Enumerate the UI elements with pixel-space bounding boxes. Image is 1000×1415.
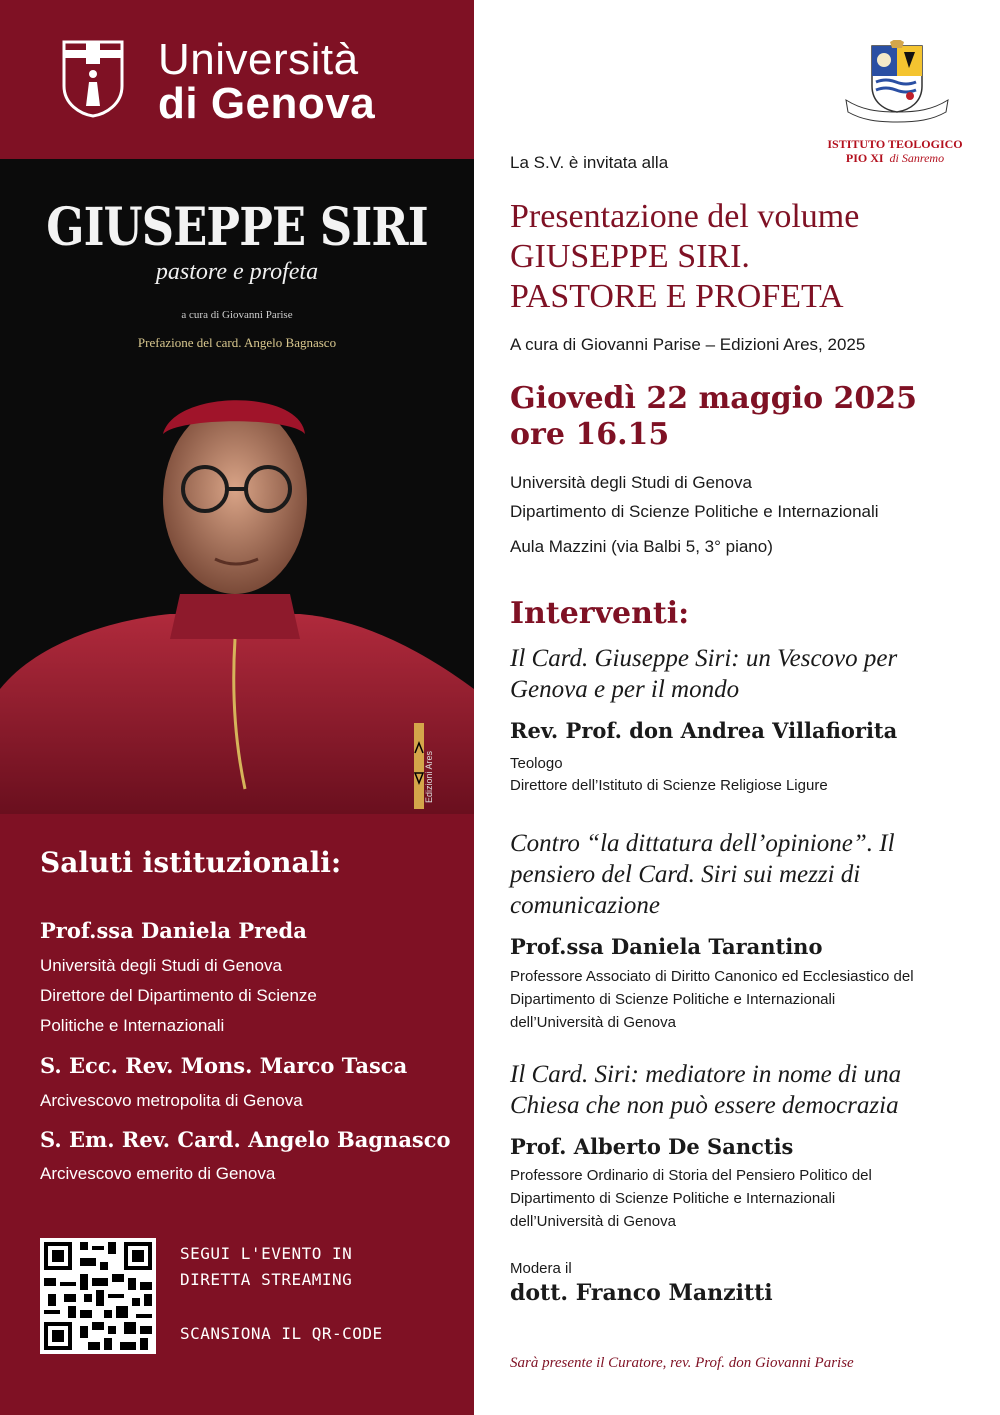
- publisher-mark-text: Edizioni Ares: [424, 750, 434, 803]
- streaming-line: SEGUI L'EVENTO IN: [180, 1244, 353, 1263]
- interventi-heading: Interventi:: [510, 596, 690, 631]
- institute-city: di Sanremo: [889, 151, 945, 165]
- curator-note: Sarà presente il Curatore, rev. Prof. don Giovanni Parise: [510, 1355, 854, 1371]
- moderator-label: Modera il: [510, 1260, 572, 1277]
- talk-speaker: Prof. Alberto De Sanctis: [510, 1134, 794, 1159]
- saluti-heading: Saluti istituzionali:: [40, 846, 342, 879]
- saluti-person-role: Direttore del Dipartimento di Scienze: [40, 986, 317, 1005]
- saluti-person-name: Prof.ssa Daniela Preda: [40, 918, 307, 943]
- moderator-name: dott. Franco Manzitti: [510, 1280, 773, 1306]
- venue-line: Aula Mazzini (via Balbi 5, 3° piano): [510, 537, 773, 556]
- saluti-person-role: Università degli Studi di Genova: [40, 956, 282, 975]
- institute-name: [820, 137, 970, 165]
- cover-preface: Prefazione del card. Angelo Bagnasco: [137, 335, 337, 350]
- invitation-text: La S.V. è invitata alla: [510, 153, 669, 172]
- event-time: ore 16.15: [510, 417, 670, 452]
- talk-speaker: Rev. Prof. don Andrea Villafiorita: [510, 718, 898, 743]
- talk-topic: Contro “la dittatura dell’opinione”. Il pensiero del Card. Siri sui mezzi di comunicazione: [510, 830, 895, 919]
- streaming-line: DIRETTA STREAMING: [180, 1270, 353, 1289]
- talk-speaker-role: Professore Ordinario di Storia del Pensiero Politico del Dipartimento di Scienze Politiche e Internazionali dell’Università di Genova: [510, 1167, 872, 1230]
- saluti-person-name: S. Ecc. Rev. Mons. Marco Tasca: [40, 1053, 408, 1078]
- presentation-line: GIUSEPPE SIRI.: [510, 238, 750, 275]
- university-name: [158, 35, 376, 128]
- university-shield-icon: [62, 40, 124, 118]
- streaming-scan-line: SCANSIONA IL QR-CODE: [180, 1324, 383, 1343]
- cover-subtitle: pastore e profeta: [155, 259, 319, 285]
- presentation-title: [510, 197, 859, 317]
- saluti-person-name: S. Em. Rev. Card. Angelo Bagnasco: [40, 1127, 451, 1152]
- institute-crest-icon: [842, 40, 952, 136]
- institute-name-line2: [820, 151, 970, 165]
- presentation-line: Presentazione del volume: [510, 198, 860, 235]
- saluti-person-role: Politiche e Internazionali: [40, 1016, 225, 1035]
- venue-line: Università degli Studi di Genova: [510, 473, 752, 492]
- event-day: Giovedì 22 maggio 2025: [510, 381, 918, 416]
- talk-topic: Il Card. Siri: mediatore in nome di una Chiesa che non può essere democrazia: [510, 1061, 902, 1119]
- saluti-person-role: Arcivescovo emerito di Genova: [40, 1164, 276, 1183]
- presentation-line: PASTORE E PROFETA: [510, 278, 844, 315]
- cover-editor: a cura di Giovanni Parise: [181, 309, 293, 321]
- university-name-line1: Università: [158, 35, 359, 84]
- left-panel: [0, 0, 474, 1415]
- venue-line: Dipartimento di Scienze Politiche e Internazionali: [510, 502, 879, 521]
- book-cover: [0, 159, 474, 814]
- cardinal-portrait-image: [0, 389, 474, 814]
- event-date: [510, 381, 917, 453]
- book-credits: A cura di Giovanni Parise – Edizioni Ares, 2025: [510, 335, 866, 354]
- saluti-person-role: Arcivescovo metropolita di Genova: [40, 1091, 303, 1110]
- talk-speaker-role: Teologo: [510, 755, 563, 772]
- talk-speaker-role: Direttore dell’Istituto di Scienze Religiose Ligure: [510, 777, 828, 794]
- talk-speaker: Prof.ssa Daniela Tarantino: [510, 934, 823, 959]
- university-name-line2: di Genova: [158, 79, 376, 128]
- institute-name-line1: ISTITUTO TEOLOGICO: [827, 137, 963, 151]
- qr-code-image[interactable]: [40, 1238, 156, 1354]
- talk-speaker-role: Professore Associato di Diritto Canonico ed Ecclesiastico del Dipartimento di Scienze Politiche e Internazionali dell’Università di Genova: [510, 968, 914, 1031]
- talk-topic: Il Card. Giuseppe Siri: un Vescovo per Genova e per il mondo: [510, 645, 898, 703]
- institute-pio: PIO XI: [845, 151, 884, 165]
- publisher-mark-icon: [414, 723, 440, 809]
- cover-title: GIUSEPPE SIRI: [46, 197, 428, 258]
